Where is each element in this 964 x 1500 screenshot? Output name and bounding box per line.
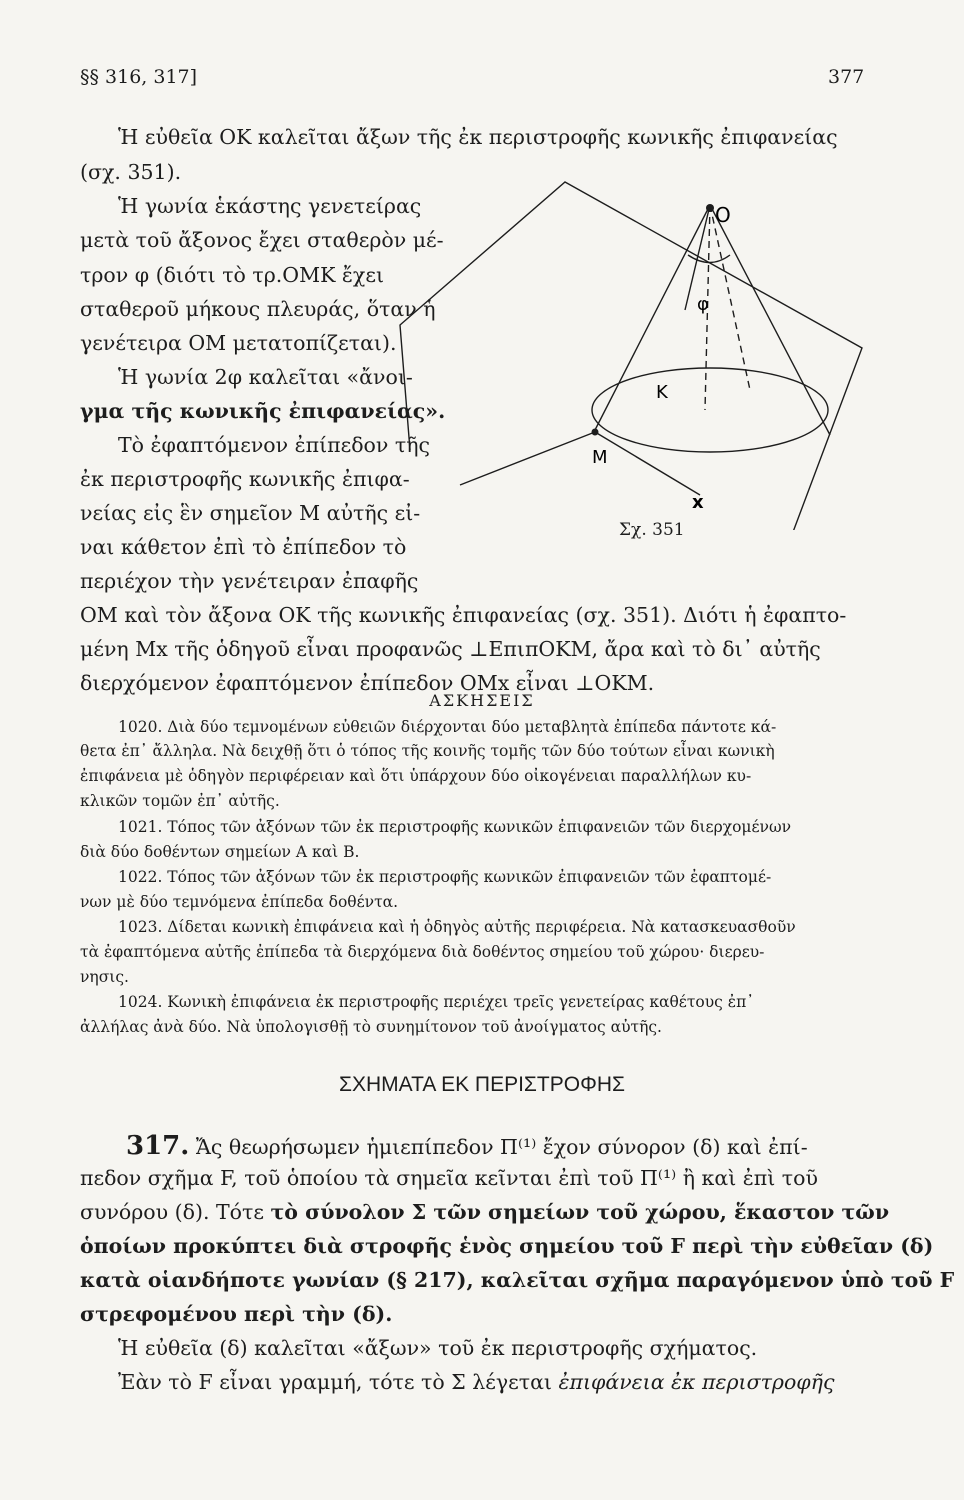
point-M (592, 429, 599, 436)
section-text-italic: ἐπιφάνεια ἐκ περιστροφῆς (558, 1370, 835, 1394)
generator-left (595, 205, 710, 430)
tangent-plane-outline (400, 182, 862, 530)
exercise-line: νων μὲ δύο τεμνόμενα ἐπίπεδα δοθέντα. (80, 893, 399, 911)
tangent-Mx (595, 432, 700, 495)
label-phi: φ (697, 294, 709, 315)
section-line: Ἡ εὐθεῖα (δ) καλεῖται «ἄξων» τοῦ ἐκ περιστροφῆς σχήματος. (118, 1336, 758, 1360)
section-line (118, 1370, 834, 1394)
exercise-line: διὰ δύο δοθέντων σημείων Α καὶ Β. (80, 843, 360, 861)
label-x: x (692, 492, 704, 513)
exercise-line: 1021. Τόπος τῶν ἀξόνων τῶν ἐκ περιστροφῆς κωνικῶν ἐπιφανειῶν τῶν διερχομένων (118, 818, 792, 836)
section-text-bold: τὸ σύνολον Σ τῶν σημείων τοῦ χώρου, ἕκαστον τῶν (270, 1200, 890, 1224)
text-line: ΟΜ καὶ τὸν ἄξονα ΟΚ τῆς κωνικῆς ἐπιφανείας (σχ. 351). Διότι ἡ ἐφαπτο- (80, 603, 847, 627)
section-number: 317. (126, 1131, 190, 1161)
section-line (80, 1200, 889, 1224)
text-line: γμα τῆς κωνικῆς ἐπιφανείας». (80, 399, 446, 423)
exercise-line: ἐπιφάνεια μὲ ὁδηγὸν περιφέρειαν καὶ ὅτι ὑπάρχουν δύο οἰκογένειαι παραλλήλων κυ- (80, 767, 752, 785)
page-section-ref: §§ 316, 317] (80, 66, 198, 88)
figure-caption: Σχ. 351 (619, 520, 685, 540)
exercise-line: 1020. Διὰ δύο τεμνομένων εὐθειῶν διέρχονται δύο μεταβλητὰ ἐπίπεδα πάντοτε κά- (118, 718, 777, 736)
text-line: τρον φ (διότι τὸ τρ.ΟΜΚ ἔχει (80, 263, 385, 287)
text-line: σταθεροῦ μήκους πλευράς, ὅταν ἡ (80, 297, 436, 321)
exercise-line: ἀλλήλας ἀνὰ δύο. Νὰ ὑπολογισθῇ τὸ συνημίτονον τοῦ ἀνοίγματος αὐτῆς. (80, 1018, 662, 1036)
cone-base (592, 368, 828, 452)
text-line: μετὰ τοῦ ἄξονος ἔχει σταθερὸν μέ- (80, 228, 444, 252)
section-text: Ἄς θεωρήσωμεν ἡμιεπίπεδον Π⁽¹⁾ ἔχον σύνορον (δ) καὶ ἐπί- (189, 1135, 808, 1159)
axis-dash-2 (710, 205, 750, 390)
section-line: στρεφομένου περὶ τὴν (δ). (80, 1302, 393, 1326)
text-line: ναι κάθετον ἐπὶ τὸ ἐπίπεδον τὸ (80, 535, 407, 559)
text-line: Ἡ εὐθεῖα ΟΚ καλεῖται ἄξων τῆς ἐκ περιστροφῆς κωνικῆς ἐπιφανείας (118, 125, 838, 149)
apex-point (706, 204, 714, 212)
exercise-line: νησις. (80, 968, 129, 986)
label-M: M (592, 447, 608, 468)
text-line: Τὸ ἐφαπτόμενον ἐπίπεδον τῆς (118, 433, 430, 457)
section-line: πεδον σχῆμα F, τοῦ ὁποίου τὰ σημεῖα κεῖνται ἐπὶ τοῦ Π⁽¹⁾ ἢ καὶ ἐπὶ τοῦ (80, 1166, 818, 1190)
text-line: διερχόμενον ἐφαπτόμενον ἐπίπεδον ΟΜx εἶναι ⊥ΟΚΜ. (80, 671, 655, 695)
exercise-line: 1023. Δίδεται κωνικὴ ἐπιφάνεια καὶ ἡ ὁδηγὸς αὐτῆς περιφέρεια. Νὰ κατασκευασθοῦν (118, 918, 796, 936)
text-line: μένη Μx τῆς ὁδηγοῦ εἶναι προφανῶς ⊥ΕπιπΟΚΜ, ἄρα καὶ τὸ δι᾿ αὐτῆς (80, 637, 821, 661)
text-line: νείας εἰς ἓν σημεῖον Μ αὐτῆς εἰ- (80, 501, 421, 525)
exercise-line: 1024. Κωνικὴ ἐπιφάνεια ἐκ περιστροφῆς περιέχει τρεῖς γενετείρας καθέτους ἐπ᾿ (118, 993, 755, 1011)
section-title: ΣΧΗΜΑΤΑ ΕΚ ΠΕΡΙΣΤΡΟΦΗΣ (339, 1073, 625, 1096)
label-O: O (715, 203, 731, 227)
text-line: Ἡ γωνία ἑκάστης γενετείρας (118, 194, 422, 218)
section-line: ὁποίων προκύπτει διὰ στροφῆς ἑνὸς σημείου τοῦ F περὶ τὴν εὐθεῖαν (δ) (80, 1234, 934, 1258)
text-line: γενέτειρα ΟΜ μετατοπίζεται). (80, 331, 397, 355)
exercise-line: 1022. Τόπος τῶν ἀξόνων τῶν ἐκ περιστροφῆς κωνικῶν ἐπιφανειῶν τῶν ἐφαπτομέ- (118, 868, 772, 886)
section-text: Ἐὰν τὸ F εἶναι γραμμή, τότε τὸ Σ λέγεται (118, 1370, 559, 1394)
plane-line (460, 432, 595, 485)
section-line: κατὰ οἱανδήποτε γωνίαν (§ 217), καλεῖται σχῆμα παραγόμενον ὑπὸ τοῦ F (80, 1268, 955, 1292)
exercise-line: θετα ἐπ᾿ ἄλληλα. Νὰ δειχθῇ ὅτι ὁ τόπος τῆς κοινῆς τομῆς τῶν δύο τούτων εἶναι κωνικὴ (80, 742, 775, 760)
text-line: περιέχον τὴν γενέτειραν ἐπαφῆς (80, 569, 419, 593)
exercise-line: τὰ ἐφαπτόμενα αὐτῆς ἐπίπεδα τὰ διερχόμενα διὰ δοθέντος σημείου τοῦ χώρου· διερευ- (80, 943, 765, 961)
exercise-line: κλικῶν τομῶν ἐπ᾿ αὐτῆς. (80, 792, 280, 810)
section-line (126, 1131, 808, 1161)
text-line: ἐκ περιστροφῆς κωνικῆς ἐπιφα- (80, 467, 410, 491)
text-line: Ἡ γωνία 2φ καλεῖται «ἄνοι- (118, 365, 413, 389)
section-text: συνόρου (δ). Τότε (80, 1200, 271, 1224)
cone-figure-351 (370, 160, 875, 530)
page-number: 377 (828, 66, 865, 88)
text-line: (σχ. 351). (80, 160, 182, 184)
label-K: K (656, 382, 668, 403)
exercises-heading: ΑΣΚΗΣΕΙΣ (429, 691, 535, 710)
